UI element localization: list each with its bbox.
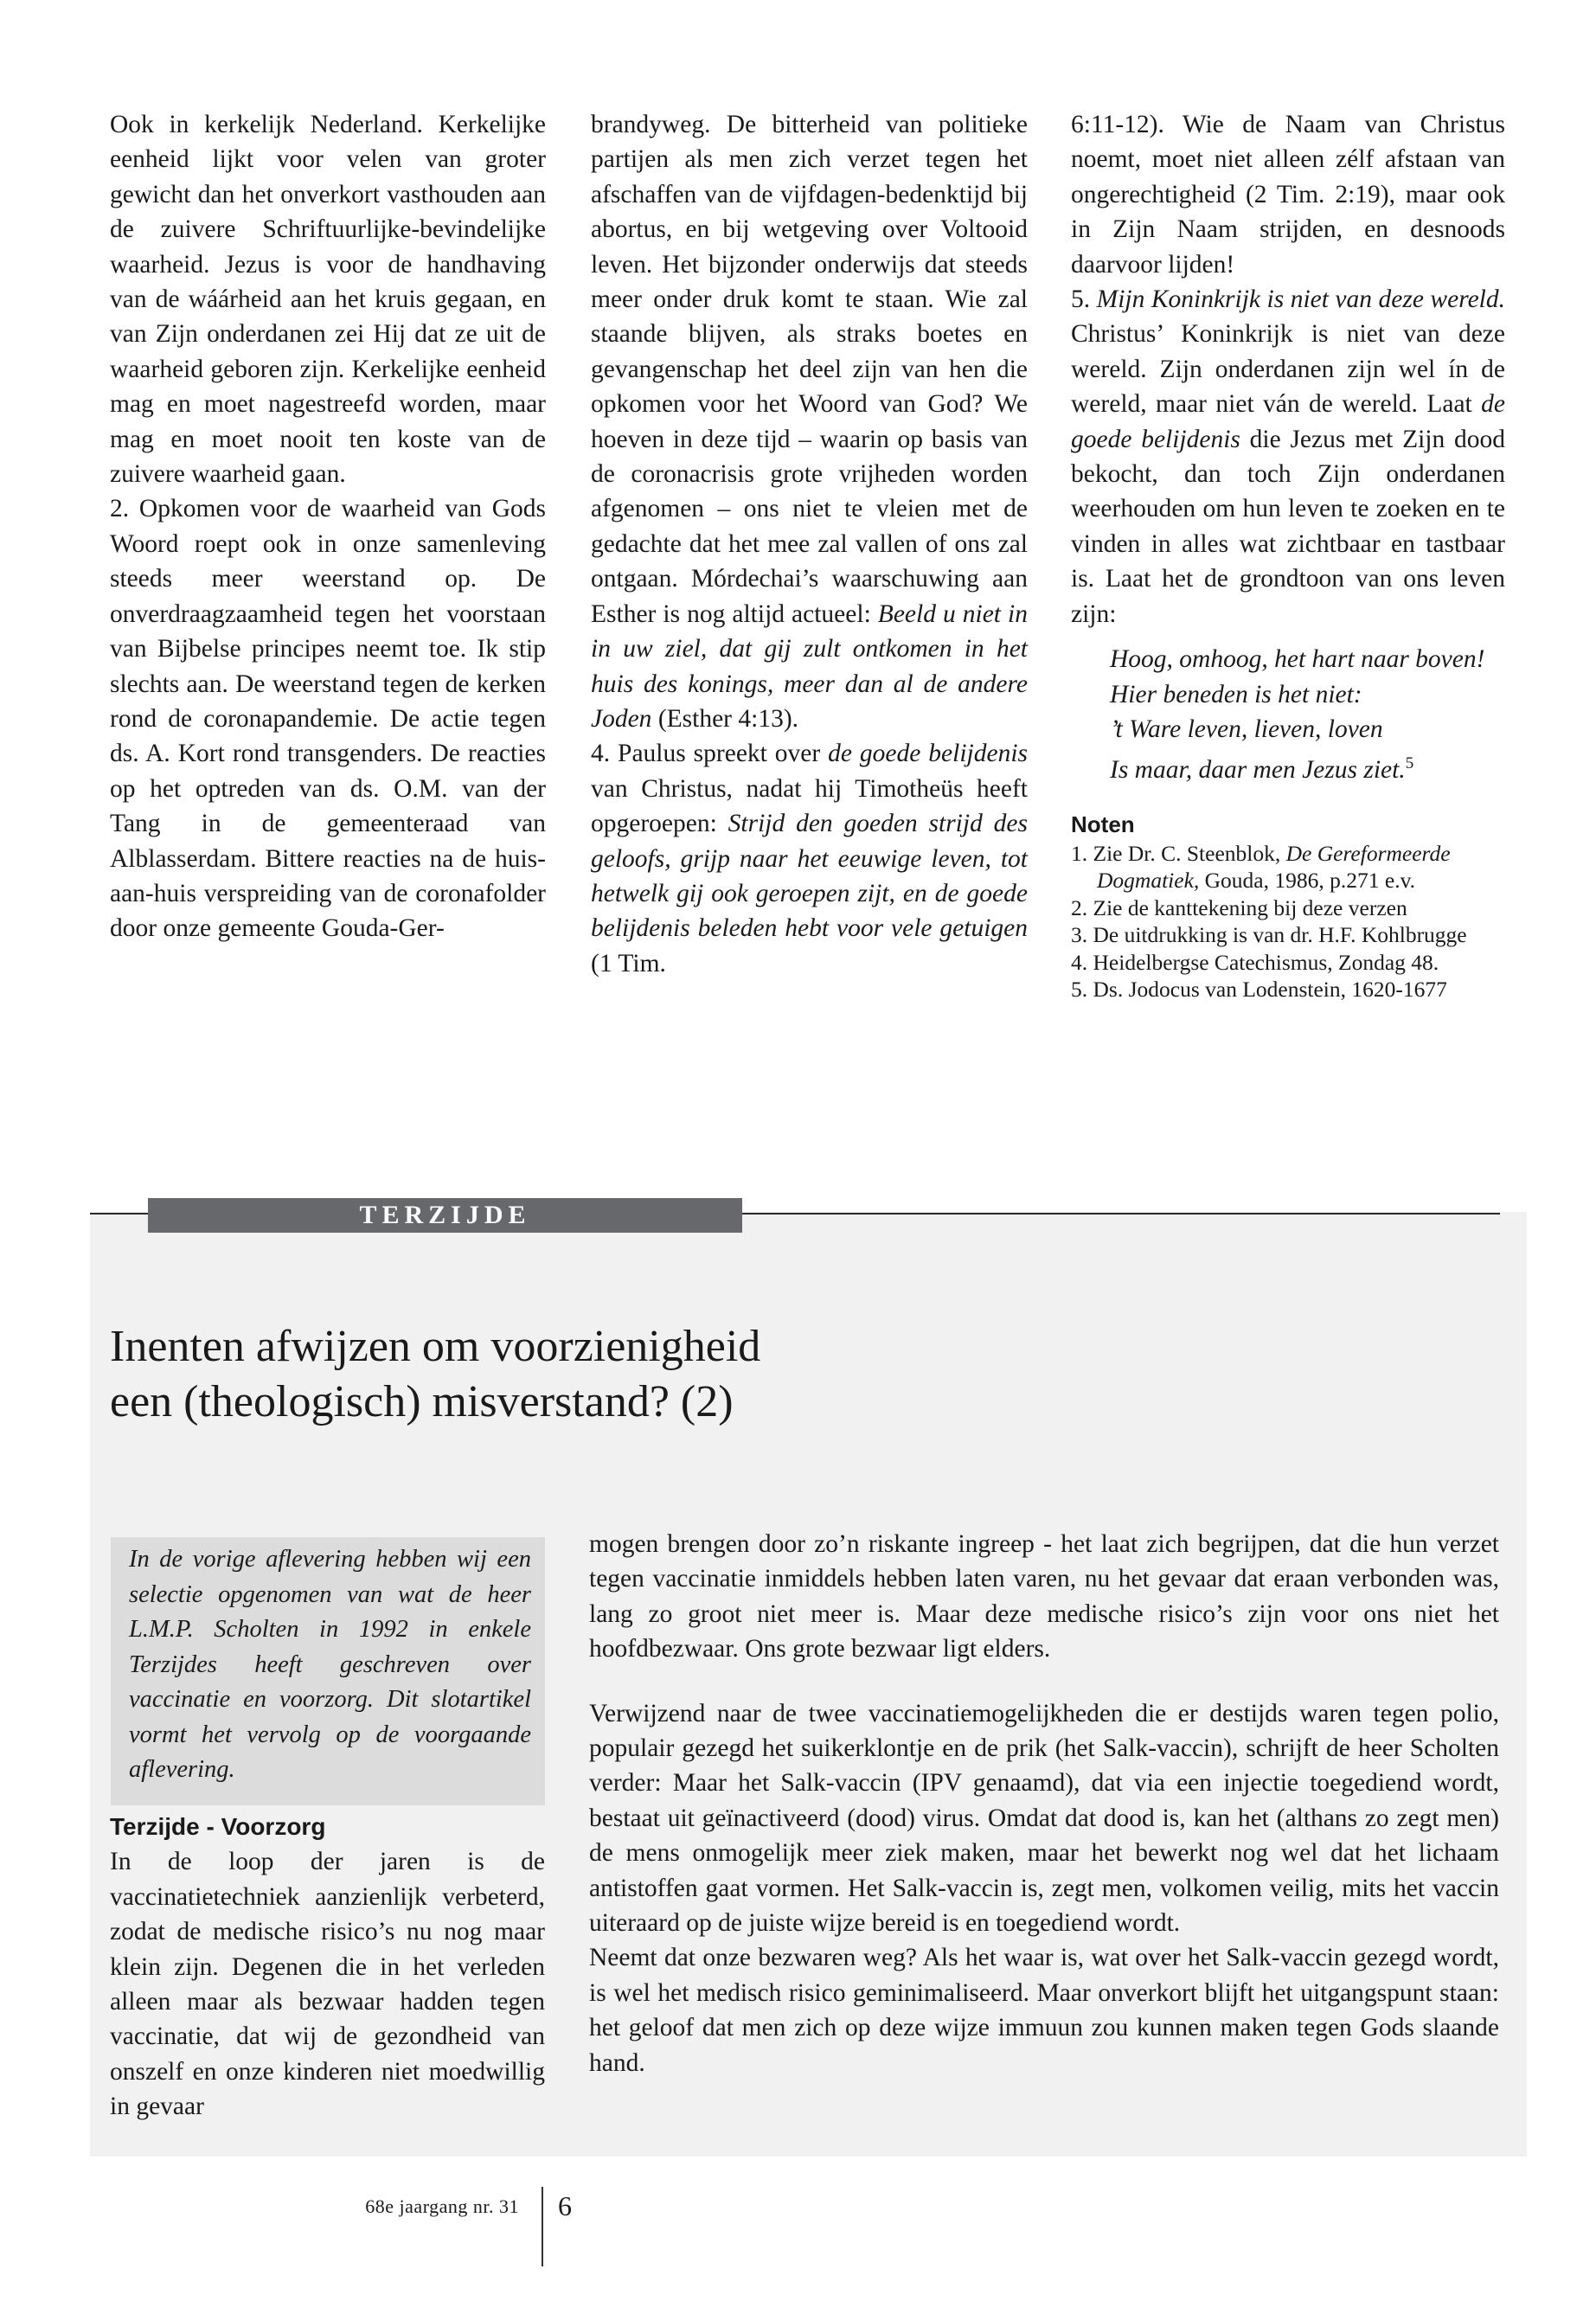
paragraph: 4. Paulus spreekt over de goede belijdenis van Christus, nadat hij Timotheüs heeft opgeroepen: Strijd den goeden strijd des geloofs, grijp naar het eeuwige leven, tot hetwelk gij ook geroepen zijt, en de goede belijdenis beleden hebt voor vele getuigen (1 Tim. <box>591 740 1029 977</box>
paragraph: brandyweg. De bitterheid van politieke partijen als men zich verzet tegen het afschaffen van de vijfdagen-bedenktijd bij abortus, en bij wetgeving over Voltooid leven. Het bijzonder onderwijs dat steeds meer onder druk komt te staan. Wie zal staande blijven, als straks boetes en gevangenschap het deel zijn van hen die opkomen voor het Woord van God? We hoeven in deze tijd – waarin op basis van de coronacrisis grote vrijheden worden afgenomen – ons niet te vleien met de gedachte dat het mee zal vallen of ons zal ontgaan. Mórdechai’s waarschuwing aan Esther is nog altijd actueel: Beeld u niet in in uw ziel, dat gij zult ontkomen in het huis des konings, meer dan al de andere Joden (Esther 4:13). <box>591 111 1028 733</box>
column-2 <box>591 107 1028 981</box>
poem <box>1110 642 1505 787</box>
footnote-ref: 5 <box>1405 754 1414 773</box>
bible-quote: Beeld u niet in in uw ziel, dat gij zult ontkomen in het huis des konings, meer dan al de andere Joden <box>591 599 1028 733</box>
poem-line: Hier beneden is het niet: <box>1110 680 1362 708</box>
intro-box <box>111 1537 545 1805</box>
paragraph: mogen brengen door zo’n riskante ingreep - het laat zich begrijpen, dat die hun verzet tegen vaccinatie inmiddels hebben laten varen, nu het gevaar dat eraan verbonden was, lang zo groot niet meer is. Maar deze medische risico’s zijn voor ons niet het hoofdbezwaar. Ons grote bezwaar ligt elders. <box>589 1530 1499 1663</box>
paragraph: Neemt dat onze bezwaren weg? Als het waar is, wat over het Salk-vaccin gezegd wordt, is wel het medisch risico geminimaliseerd. Maar onverkort blijft het uitgangspunt staan: het geloof dat men zich op deze wijze immuun zou kunnen maken tegen Gods slaande hand. <box>589 1944 1499 2077</box>
article-headline: Inenten afwijzen om voorzienigheid een (theologisch) misverstand? (2) <box>110 1322 761 1426</box>
paragraph: Ook in kerkelijk Nederland. Kerkelijke eenheid lijkt voor velen van groter gewicht dan het onverkort vasthouden aan de zuivere Schriftuurlijke-bevindelijke waarheid. Jezus is voor de handhaving van de wáárheid aan het kruis gegaan, en van Zijn onderdanen zei Hij dat ze uit de waarheid geboren zijn. Kerkelijke eenheid mag en moet nagestreefd worden, maar mag en moet nooit ten koste van de zuivere waarheid gaan. <box>110 111 546 489</box>
paragraph: 2. Opkomen voor de waarheid van Gods Woord roept ook in onze samenleving steeds meer weerstand op. De onverdraagzaamheid tegen het voorstaan van Bijbelse principes neemt toe. Ik stip slechts aan. De weerstand tegen de kerken rond de coronapandemie. De actie tegen ds. A. Kort rond transgenders. De reacties op het optreden van ds. O.M. van der Tang in de gemeenteraad van Alblasserdam. Bittere reacties na de huis-aan-huis verspreiding van de coronafolder door onze gemeente Gouda-Ger- <box>110 495 546 943</box>
terzijde-left-column <box>110 1810 545 2125</box>
notes-list <box>1071 840 1505 1003</box>
section-label: TERZIJDE <box>148 1198 742 1233</box>
notes-title: Noten <box>1071 811 1135 837</box>
footer-divider <box>542 2187 543 2266</box>
intro-text: In de vorige aflevering hebben wij een selectie opgenomen van wat de heer L.M.P. Scholten in 1992 in enkele Terzijdes heeft geschreven over vaccinatie en voorzorg. Dit slotartikel vormt het vervolg op de voorgaande aflevering. <box>129 1546 531 1783</box>
note-item: 5. Ds. Jodocus van Lodenstein, 1620-1677 <box>1071 977 1447 1003</box>
column-1 <box>110 107 546 946</box>
paragraph: 5. Mijn Koninkrijk is niet van deze wereld. Christus’ Koninkrijk is niet van deze wereld. Zijn onderdanen zijn wel ín de wereld, maar niet ván de wereld. Laat de goede belijdenis die Jezus met Zijn dood bekocht, dan toch Zijn onderdanen weerhouden om hun leven te zoeken en te vinden in alles wat zichtbaar en tastbaar is. Laat het de grondtoon van ons leven zijn: <box>1071 285 1506 628</box>
page-number: 6 <box>558 2190 572 2221</box>
column-3 <box>1071 107 1505 1003</box>
poem-line: Is maar, daar men Jezus ziet.$^5$ <box>1110 754 1414 785</box>
volume-info: 68e jaargang nr. 31 <box>365 2195 519 2217</box>
poem-line: Hoog, omhoog, het hart naar boven! <box>1110 645 1485 674</box>
note-item: 3. De uitdrukking is van dr. H.F. Kohlbrugge <box>1071 922 1467 948</box>
paragraph: In de loop der jaren is de vaccinatietechniek aanzienlijk verbeterd, zodat de medische risico’s nu nog maar klein zijn. Degenen die in het verleden alleen maar als bezwaar hadden tegen vaccinatie, dat wij de gezondheid van onszelf en onze kinderen niet moedwillig in gevaar <box>110 1848 545 2121</box>
note-item: 2. Zie de kanttekening bij deze verzen <box>1071 894 1407 920</box>
note-item: 1. Zie Dr. C. Steenblok, De Gereformeerde Dogmatiek, Gouda, 1986, p.271 e.v. <box>1071 840 1451 894</box>
poem-line: ’t Ware leven, lieven, loven <box>1110 715 1383 743</box>
paragraph: 6:11-12). Wie de Naam van Christus noemt, moet niet alleen zélf afstaan van ongerechtigheid (2 Tim. 2:19), maar ook in Zijn Naam strijden, en desnoods daarvoor lijden! <box>1071 111 1505 279</box>
bible-quote: Strijd den goeden strijd des geloofs, grijp naar het eeuwige leven, tot hetwelk gij ook geroepen zijt, en de goede belijdenis beleden hebt voor vele getuigen <box>591 810 1028 943</box>
paragraph: Verwijzend naar de twee vaccinatiemogelijkheden die er destijds waren tegen polio, populair gezegd het suikerklontje en de prik (het Salk-vaccin), schrijft de heer Scholten verder: Maar het Salk-vaccin (IPV genaamd), dat via een injectie toegediend wordt, bestaat uit geïnactiveerd (dood) virus. Omdat dat dood is, kan het (althans zo zegt men) de mens onmogelijk meer ziek maken, maar het bewerkt nog wel dat het lichaam antistoffen gaat vormen. Het Salk-vaccin is, zegt men, volkomen veilig, mits het vaccin uiteraard op de juiste wijze bereid is en toegediend wordt. <box>589 1699 1499 1938</box>
terzijde-right-column <box>589 1527 1499 2080</box>
subheading: Terzijde - Voorzorg <box>110 1813 326 1840</box>
note-item: 4. Heidelbergse Catechismus, Zondag 48. <box>1071 949 1439 975</box>
